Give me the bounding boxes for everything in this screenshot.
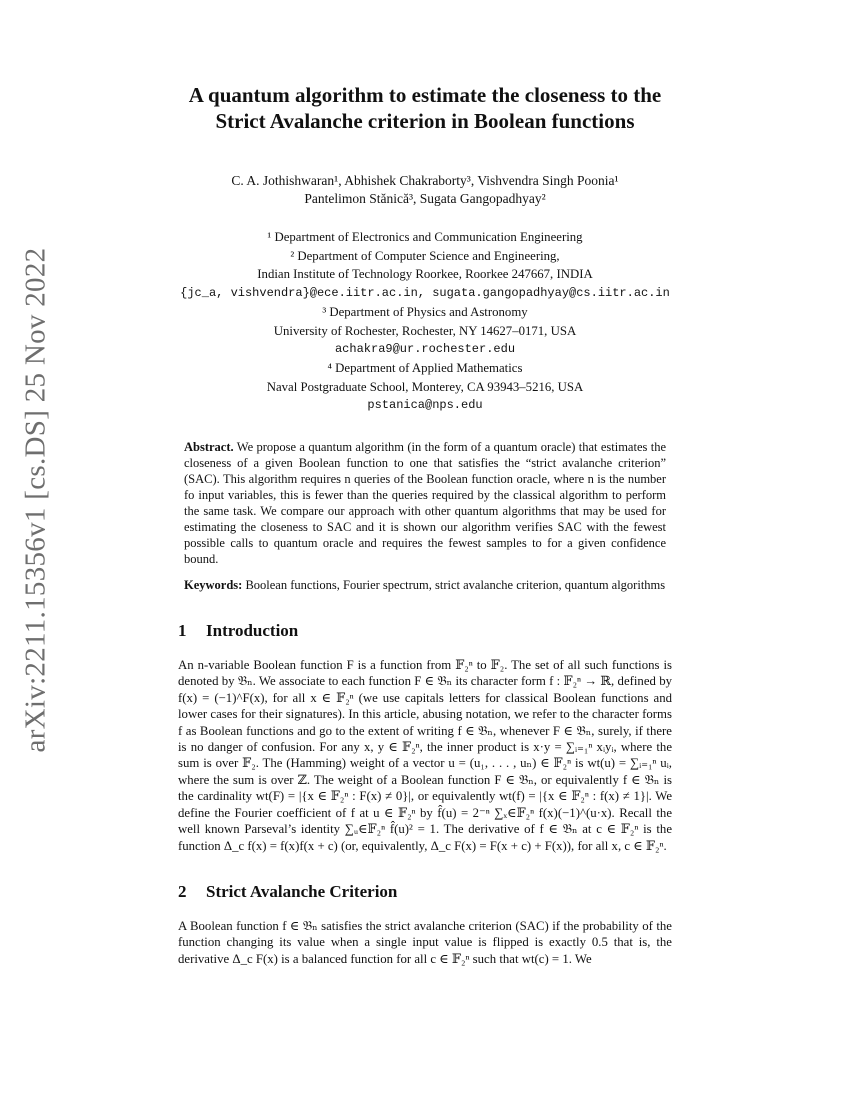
email-iitr: {jc_a, vishvendra}@ece.iitr.ac.in, sugata.gangopadhyay@cs.iitr.ac.in (180, 286, 670, 301)
title-line-2: Strict Avalanche criterion in Boolean functions (215, 109, 635, 133)
section-heading-sac (178, 882, 672, 902)
paper-page (178, 82, 672, 967)
email-nps: pstanica@nps.edu (367, 398, 483, 413)
arxiv-identifier: arXiv:2211.15356v1 [cs.DS] 25 Nov 2022 (19, 247, 52, 753)
keywords (184, 577, 666, 593)
keywords-text: Boolean functions, Fourier spectrum, strict avalanche criterion, quantum algorithms (245, 578, 666, 593)
arxiv-sidebar (0, 0, 70, 1100)
sac-paragraph: A Boolean function f ∈ 𝔅ₙ satisfies the strict avalanche criterion (SAC) if the probability of the function changing its value when a single input value is flipped is exactly 0.5 that is, the derivative Δ_c F(x) is a balanced function for all c ∈ 𝔽₂ⁿ such that wt(c) = 1. We (178, 918, 672, 966)
keywords-label: Keywords: (184, 578, 243, 593)
affiliation-1: ¹ Department of Electronics and Communication Engineering (267, 230, 583, 244)
introduction-paragraph: An n-variable Boolean function F is a function from 𝔽₂ⁿ to 𝔽₂. The set of all such functions is denoted by 𝔅ₙ. We associate to each function F ∈ 𝔅ₙ its character form f : 𝔽₂ⁿ → ℝ, defined by f(x) = (−1)^F(x), for all x ∈ 𝔽₂ⁿ (we use capitals letters for classical Boolean functions and lower cases for their signatures). In this article, abusing notation, we refer to the character forms f as Boolean functions and go to the extent of writing f ∈ 𝔅ₙ, whenever F ∈ 𝔅ₙ, surely, if there is no danger of confusion. For any x, y ∈ 𝔽₂ⁿ, the inner product is x·y = ∑ᵢ₌₁ⁿ xᵢyᵢ, where the sum is over 𝔽₂. The (Hamming) weight of a vector u = (u₁, . . . , uₙ) ∈ 𝔽₂ⁿ is wt(u) = ∑ᵢ₌₁ⁿ uᵢ, where the sum is over ℤ. The weight of a Boolean function F ∈ 𝔅ₙ, or equivalently f ∈ 𝔅ₙ is the cardinality wt(F) = |{x ∈ 𝔽₂ⁿ : F(x) ≠ 0}|, or equivalently wt(f) = |{x ∈ 𝔽₂ⁿ : f(x) ≠ 1}|. We define the Fourier coefficient of f at u ∈ 𝔽₂ⁿ by f̂(u) = 2⁻ⁿ ∑ₓ∈𝔽₂ⁿ f(x)(−1)^(u·x). Recall the well known Parseval’s identity ∑ᵤ∈𝔽₂ⁿ f̂(u)² = 1. The derivative of f ∈ 𝔅ₙ at c ∈ 𝔽₂ⁿ is the function Δ_c f(x) = f(x)f(x + c) (or, equivalently, Δ_c F(x) = F(x + c) + F(x)), for all x, c ∈ 𝔽₂ⁿ. (178, 658, 672, 853)
author-list (178, 172, 672, 208)
affiliation-4: ³ Department of Physics and Astronomy (322, 304, 528, 319)
affiliation-2: ² Department of Computer Science and Engineering, (290, 248, 560, 263)
abstract-label: Abstract. (184, 440, 234, 455)
title-line-1: A quantum algorithm to estimate the closeness to the (188, 83, 662, 107)
abstract-text: We propose a quantum algorithm (in the form of a quantum oracle) that estimates the closeness of a given Boolean function to one that satisfies the “strict avalanche criterion” (SAC). This algorithm requires n queries of the Boolean function oracle, where n is the number fo input variables, this is fewer than the queries required by the classical algorithm to perform the same task. We compare our approach with other quantum algorithms that may be used for estimating the closeness to SAC and it is shown our algorithm verifies SAC with the fewest possible calls to quantum oracle and requires the fewest samples to for a given confidence bound. (184, 440, 666, 567)
section-number: 1 (178, 621, 187, 641)
affiliation-3: Indian Institute of Technology Roorkee, Roorkee 247667, INDIA (257, 267, 593, 282)
affiliations (178, 228, 672, 415)
section-title: Strict Avalanche Criterion (206, 881, 398, 901)
email-rochester: achakra9@ur.rochester.edu (334, 342, 516, 357)
affiliation-6: ⁴ Department of Applied Mathematics (327, 360, 523, 375)
paper-title (178, 82, 672, 134)
affiliation-5: University of Rochester, Rochester, NY 14627–0171, USA (273, 323, 577, 338)
section-heading-introduction (178, 621, 672, 641)
abstract (184, 439, 666, 567)
authors-line-2: Pantelimon Stănică³, Sugata Gangopadhyay² (304, 191, 546, 206)
section-title: Introduction (206, 621, 299, 641)
authors-line-1: C. A. Jothishwaran¹, Abhishek Chakraborty³, Vishvendra Singh Poonia¹ (231, 173, 619, 188)
affiliation-7: Naval Postgraduate School, Monterey, CA 93943–5216, USA (266, 379, 584, 394)
section-number: 2 (178, 881, 187, 901)
